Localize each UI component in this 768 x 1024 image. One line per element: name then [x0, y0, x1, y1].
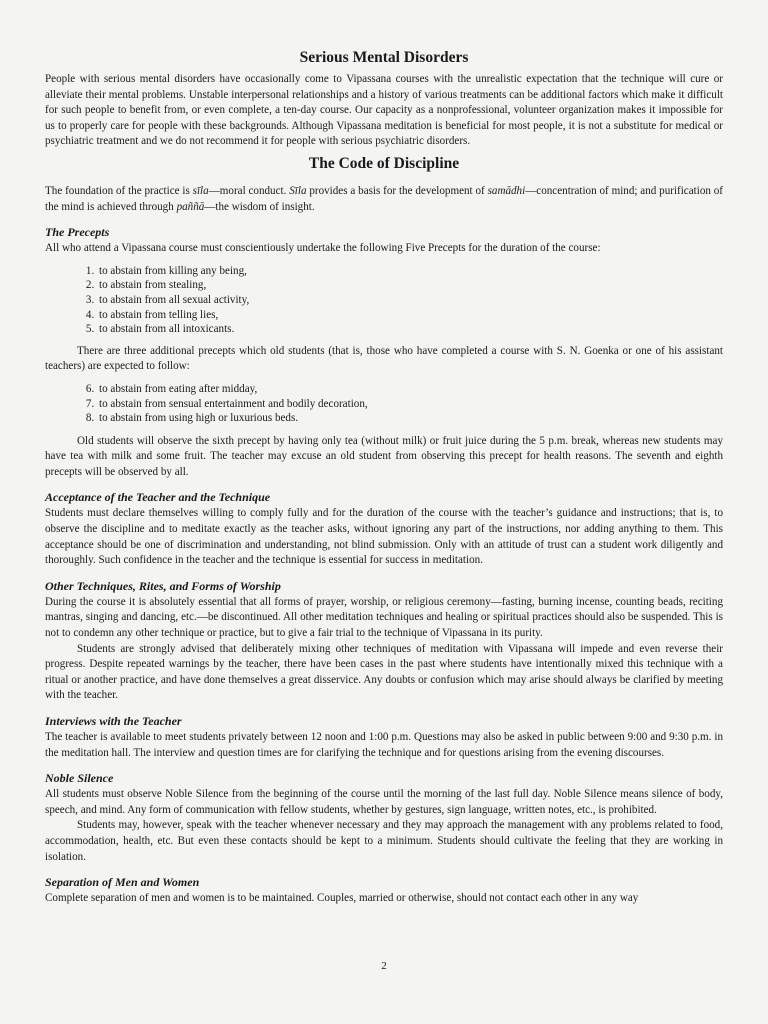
- other-techniques-paragraph-1: During the course it is absolutely essential that all forms of prayer, worship, or religious ceremony—fasting, burning incense, counting beads, reciting mantras, singing and dancing, etc.—be discontinued. All other meditation techniques and healing or spiritual practices should also be suspended. This is not to condemn any other technique or practice, but to give a fair trial to the technique of Vipassana in its purity.: [45, 595, 723, 640]
- old-students-note: Old students will observe the sixth precept by having only tea (without milk) or fruit juice during the 5 p.m. break, whereas new students may have tea with milk and some fruit. The teacher may excuse an old student from observing this precept for health reasons. The seventh and eighth precepts will be observed by all.: [45, 434, 723, 478]
- heading-other-techniques: Other Techniques, Rites, and Forms of Worship: [45, 578, 281, 593]
- list-item: 6. to abstain from eating after midday,: [97, 382, 723, 397]
- list-item: 5. to abstain from all intoxicants.: [97, 322, 723, 337]
- list-item: 3. to abstain from all sexual activity,: [97, 293, 723, 308]
- acceptance-paragraph: Students must declare themselves willing to comply fully and for the duration of the course with the teacher’s guidance and instructions; that is, to observe the discipline and to meditate exactly as the teacher asks, without ignoring any part of the instructions, nor adding anything to them. This acceptance should be one of discrimination and understanding, not blind submission. Only with an attitude of trust can a student work diligently and thoroughly. Such confidence in the teacher and the technique is essential for success in meditation.: [45, 507, 723, 567]
- list-item: 8. to abstain from using high or luxurious beds.: [97, 411, 723, 426]
- additional-precepts-list: [45, 382, 723, 426]
- section-title-code-of-discipline: The Code of Discipline: [308, 154, 460, 172]
- heading-separation: Separation of Men and Women: [45, 875, 200, 890]
- page-number: 2: [381, 960, 387, 972]
- list-item: 1. to abstain from killing any being,: [97, 264, 723, 279]
- list-item: 2. to abstain from stealing,: [97, 278, 723, 293]
- serious-mental-disorders-paragraph: People with serious mental disorders have occasionally come to Vipassana courses with the unrealistic expectation that the technique will cure or alleviate their mental problems. Unstable interpersonal relationships and a history of various treatments can be additional factors which make it difficult for such people to benefit from, or even complete, a ten-day course. Our capacity as a nonprofessional, volunteer organization makes it impossible for us to properly care for people with these backgrounds. Although Vipassana meditation is beneficial for most people, it is not a substitute for medical or psychiatric treatment and we do not recommend it for people with serious psychiatric disorders.: [45, 73, 723, 148]
- precepts-intro: All who attend a Vipassana course must conscientiously undertake the following Five Precepts for the duration of the course:: [45, 242, 601, 255]
- heading-acceptance: Acceptance of the Teacher and the Technique: [45, 490, 271, 505]
- noble-silence-paragraph-1: All students must observe Noble Silence from the beginning of the course until the morning of the last full day. Noble Silence means silence of body, speech, and mind. Any form of communication with fellow students, whether by gestures, sign language, written notes, etc., is prohibited.: [45, 788, 723, 816]
- section-title-serious-mental-disorders: Serious Mental Disorders: [299, 49, 469, 66]
- interviews-paragraph: The teacher is available to meet students privately between 12 noon and 1:00 p.m. Questions may also be asked in public between 9:00 and 9:30 p.m. in the meditation hall. The interview and question times are for clarifying the technique and for questions arising from the evening discourses.: [45, 731, 723, 759]
- code-of-discipline-intro: The foundation of the practice is sīla—moral conduct. Sīla provides a basis for the development of samādhi—concentration of mind; and purification of the mind is achieved through paññā—the wisdom of insight.: [45, 184, 723, 213]
- heading-the-precepts: The Precepts: [45, 225, 110, 240]
- additional-precepts-intro: There are three additional precepts which old students (that is, those who have completed a course with S. N. Goenka or one of his assistant teachers) are expected to follow:: [45, 344, 723, 373]
- noble-silence-paragraph-2: Students may, however, speak with the teacher whenever necessary and they may approach the management with any problems related to food, accommodation, health, etc. But even these contacts should be kept to a minimum. Students should cultivate the feeling that they are working in isolation.: [45, 819, 723, 863]
- heading-noble-silence: Noble Silence: [45, 771, 114, 786]
- separation-paragraph: Complete separation of men and women is to be maintained. Couples, married or otherwise, should not contact each other in any way: [45, 892, 639, 905]
- list-item: 7. to abstain from sensual entertainment and bodily decoration,: [97, 397, 723, 412]
- other-techniques-paragraph-2: Students are strongly advised that deliberately mixing other techniques of meditation with Vipassana will impede and even reverse their progress. Despite repeated warnings by the teacher, there have been cases in the past where students have intentionally mixed this technique with a ritual or another practice, and have done themselves a great disservice. Any doubts or confusion which may arise should always be clarified by meeting with the teacher.: [45, 642, 723, 702]
- list-item: 4. to abstain from telling lies,: [97, 308, 723, 323]
- heading-interviews: Interviews with the Teacher: [45, 714, 182, 728]
- five-precepts-list: [45, 264, 723, 337]
